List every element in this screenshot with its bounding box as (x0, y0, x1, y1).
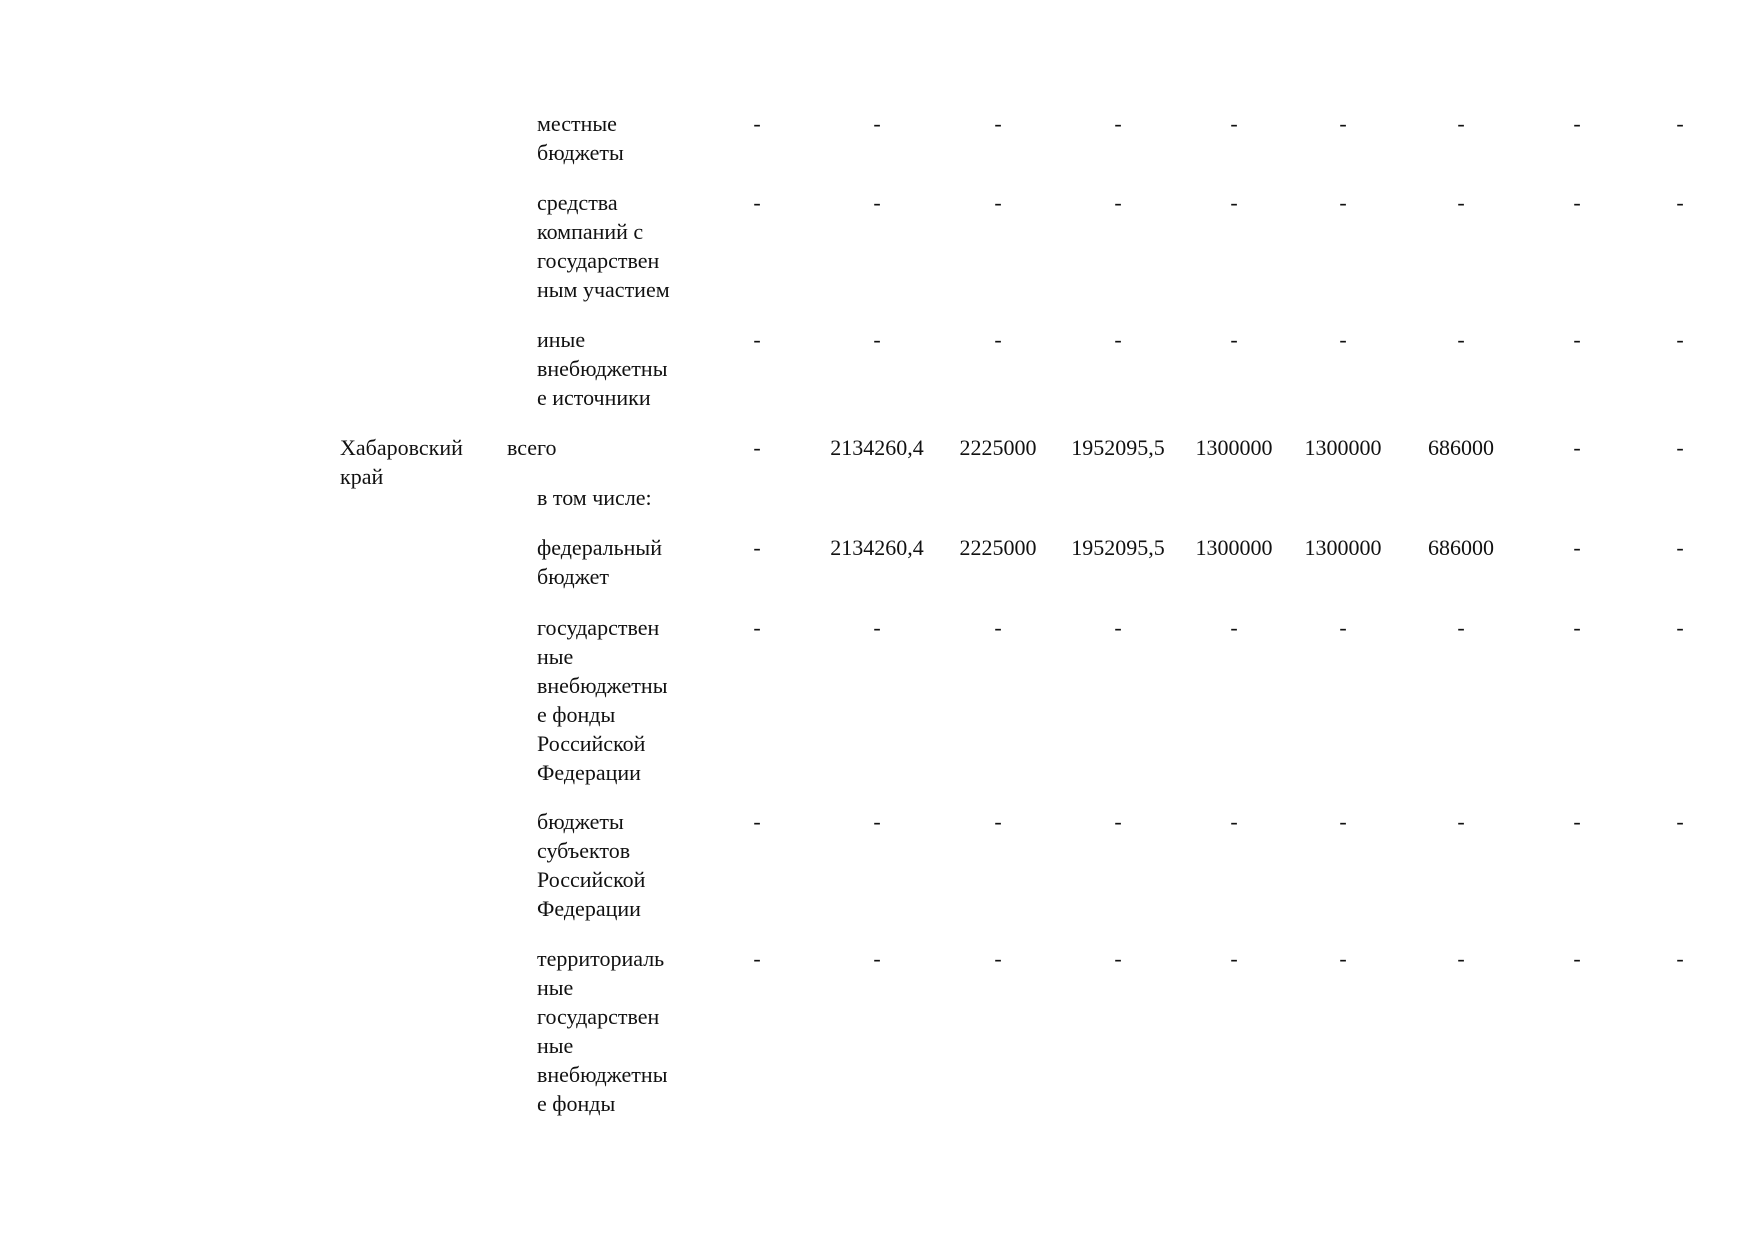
value-cell: - (1339, 615, 1347, 640)
source-label (537, 109, 702, 167)
value-cell: - (1114, 327, 1122, 352)
value-cell: - (1339, 946, 1347, 971)
value-cell: - (994, 327, 1002, 352)
source-label-line: бюджеты (537, 809, 624, 834)
value-cell: 1300000 (1195, 435, 1273, 460)
source-label-line: Российской (537, 731, 646, 756)
region-name (340, 433, 500, 491)
value-cell: 2134260,4 (830, 535, 924, 560)
value-cell: - (1230, 809, 1238, 834)
source-label-line: ным участием (537, 277, 670, 302)
value-cell: - (1230, 946, 1238, 971)
value-cell: - (1573, 327, 1581, 352)
value-cell: - (1676, 535, 1684, 560)
value-cell: - (1230, 190, 1238, 215)
value-cell: 1300000 (1304, 535, 1382, 560)
source-label-line: средства (537, 190, 618, 215)
value-cell: - (1573, 809, 1581, 834)
source-label-line: бюджет (537, 564, 609, 589)
value-cell: - (1676, 615, 1684, 640)
value-cell: - (1339, 809, 1347, 834)
value-cell: - (873, 946, 881, 971)
value-cell: - (1230, 327, 1238, 352)
value-cell: - (1676, 809, 1684, 834)
value-cell: - (994, 190, 1002, 215)
value-cell: - (1230, 615, 1238, 640)
source-label-line: ные (537, 975, 574, 1000)
value-cell: - (873, 327, 881, 352)
value-cell: - (1573, 535, 1581, 560)
value-cell: - (1457, 615, 1465, 640)
value-cell: - (753, 435, 761, 460)
source-label-line: Федерации (537, 760, 641, 785)
value-cell: 1952095,5 (1071, 535, 1165, 560)
value-cell: - (873, 615, 881, 640)
value-cell: - (753, 809, 761, 834)
value-cell: - (1676, 946, 1684, 971)
source-label (537, 533, 702, 591)
value-cell: - (1573, 435, 1581, 460)
value-cell: 686000 (1428, 435, 1494, 460)
source-label-line: государствен (537, 248, 660, 273)
source-label (537, 483, 702, 512)
value-cell: - (1457, 111, 1465, 136)
value-cell: - (1573, 615, 1581, 640)
source-label-line: бюджеты (537, 140, 624, 165)
value-cell: - (753, 615, 761, 640)
source-label-line: внебюджетны (537, 1062, 668, 1087)
value-cell: - (1230, 111, 1238, 136)
value-cell: - (1457, 809, 1465, 834)
source-label-line: компаний с (537, 219, 644, 244)
source-label-line: ные (537, 1033, 574, 1058)
source-label-line: е источники (537, 385, 651, 410)
value-cell: - (1114, 190, 1122, 215)
value-cell: - (753, 111, 761, 136)
source-label (537, 613, 702, 787)
source-label-line: внебюджетны (537, 673, 668, 698)
source-label (537, 325, 702, 412)
value-cell: - (753, 946, 761, 971)
value-cell: - (1339, 190, 1347, 215)
value-cell: - (1573, 190, 1581, 215)
value-cell: - (994, 615, 1002, 640)
value-cell: - (1457, 946, 1465, 971)
source-label (537, 188, 702, 304)
value-cell: - (1114, 615, 1122, 640)
source-label-line: субъектов (537, 838, 631, 863)
value-cell: - (1573, 946, 1581, 971)
source-label-line: иные (537, 327, 586, 352)
total-label: всего (507, 435, 557, 460)
value-cell: - (1339, 111, 1347, 136)
value-cell: - (753, 327, 761, 352)
value-cell: - (873, 111, 881, 136)
value-cell: - (1457, 327, 1465, 352)
value-cell: - (1676, 327, 1684, 352)
value-cell: - (994, 111, 1002, 136)
source-label-line: государствен (537, 1004, 660, 1029)
source-label-line: территориаль (537, 946, 665, 971)
source-label (537, 944, 702, 1118)
source-label-line: федеральный (537, 535, 662, 560)
value-cell: - (1114, 111, 1122, 136)
source-label (537, 807, 702, 923)
value-cell: - (1676, 111, 1684, 136)
value-cell: - (753, 535, 761, 560)
value-cell: 1300000 (1304, 435, 1382, 460)
region-line: край (340, 464, 384, 489)
value-cell: - (994, 809, 1002, 834)
value-cell: - (873, 809, 881, 834)
value-cell: - (1573, 111, 1581, 136)
value-cell: - (1676, 435, 1684, 460)
value-cell: 2225000 (959, 435, 1037, 460)
source-label-line: государствен (537, 615, 660, 640)
value-cell: - (1114, 946, 1122, 971)
value-cell: - (1457, 190, 1465, 215)
source-label-line: ные (537, 644, 574, 669)
value-cell: - (1114, 809, 1122, 834)
value-cell: 2134260,4 (830, 435, 924, 460)
source-label-line: местные (537, 111, 617, 136)
source-label-line: в том числе: (537, 485, 652, 510)
source-label-line: е фонды (537, 702, 616, 727)
value-cell: 1300000 (1195, 535, 1273, 560)
region-line: Хабаровский (340, 435, 463, 460)
value-cell: - (873, 190, 881, 215)
value-cell: 2225000 (959, 535, 1037, 560)
value-cell: - (1676, 190, 1684, 215)
source-label-line: Российской (537, 867, 646, 892)
value-cell: 1952095,5 (1071, 435, 1165, 460)
value-cell: - (994, 946, 1002, 971)
value-cell: - (1339, 327, 1347, 352)
value-cell: 686000 (1428, 535, 1494, 560)
source-label-line: е фонды (537, 1091, 616, 1116)
source-label-line: внебюджетны (537, 356, 668, 381)
value-cell: - (753, 190, 761, 215)
source-label-line: Федерации (537, 896, 641, 921)
